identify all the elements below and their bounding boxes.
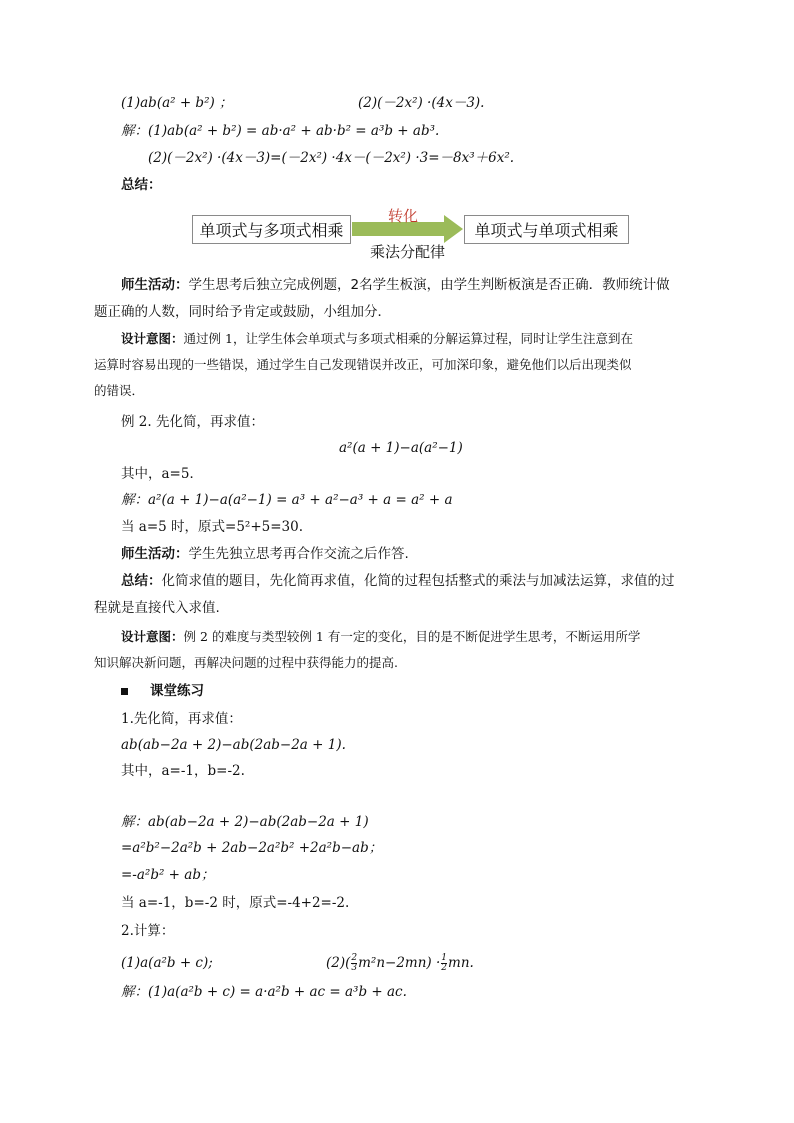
activity2-text: 学生先独立思考再合作交流之后作答.: [188, 546, 409, 562]
practice-q1-expr: ab(ab−2a + 2)−ab(2ab−2a + 1).: [121, 737, 346, 753]
diagram-arrow-bottom-label: 乘法分配律: [370, 243, 446, 261]
practice-q1-sol3: =-a²b² + ab；: [121, 867, 215, 883]
ex1-problem-2: (2)(－2x²) ·(4x－3).: [358, 95, 485, 111]
ex2-evaluate: 当 a=5 时，原式=5²+5=30.: [121, 519, 304, 535]
fraction-two-thirds: [351, 954, 357, 973]
diagram-right-box: 单项式与单项式相乘: [464, 215, 629, 244]
practice-heading-row: [121, 681, 204, 701]
diagram-left-box: 单项式与多项式相乘: [192, 215, 351, 244]
design2-line1: [121, 627, 640, 647]
design1-text1: 通过例 1，让学生体会单项式与多项式相乘的分解运算过程，同时让学生注意到在: [183, 331, 633, 346]
design2-label: 设计意图：: [121, 629, 184, 644]
practice-q2-p1: (1)a(a²b + c);: [121, 955, 213, 971]
design2-line2: 知识解决新问题，再解决问题的过程中获得能力的提高.: [94, 655, 398, 670]
activity2: [121, 544, 409, 564]
activity1-line1: [121, 275, 670, 295]
frac2-num: 1: [441, 953, 448, 963]
practice-q1-sol4: 当 a=-1，b=-2 时，原式=-4+2=-2.: [121, 895, 350, 911]
ex2-title: 例 2. 先化简，再求值：: [121, 414, 264, 430]
practice-q2-p2: [326, 953, 474, 973]
q2p2-pre: (2)(: [326, 955, 351, 971]
design2-text1: 例 2 的难度与类型较例 1 有一定的变化，目的是不断促进学生思考，不断运用所学: [183, 629, 641, 644]
q2p2-post: mn.: [448, 955, 474, 971]
square-bullet-icon: [121, 688, 128, 695]
practice-heading: 课堂练习: [150, 683, 204, 699]
ex1-solution-2: (2)(－2x²) ·(4x－3)=(－2x²) ·4x－(－2x²) ·3=－8x³＋6x².: [148, 150, 515, 166]
practice-q1-sol2: =a²b²−2a²b + 2ab−2a²b² +2a²b−ab；: [121, 840, 383, 856]
q2p2-mid: m²n−2mn) ·: [358, 955, 441, 971]
summary2-line1: [121, 571, 675, 591]
ex1-problem-1: (1)ab(a² + b²) ；: [121, 95, 233, 111]
summary2-label: 总结：: [121, 573, 162, 589]
practice-q1-title: 1.先化简，再求值：: [121, 711, 242, 727]
design1-label: 设计意图：: [121, 331, 184, 346]
design1-line2: 运算时容易出现的一些错误，通过学生自己发现错误并改正，可加深印象，避免他们以后出现类似: [94, 357, 632, 372]
practice-q2-solution: 解：(1)a(a²b + c) = a·a²b + ac = a³b + ac.: [121, 984, 407, 1000]
diagram-arrow-top-label: 转化: [388, 207, 419, 225]
frac1-den: 3: [351, 963, 358, 973]
activity2-label: 师生活动：: [121, 546, 189, 562]
practice-q1-sol1: 解：ab(ab−2a + 2)−ab(2ab−2a + 1): [121, 814, 369, 830]
activity1-label: 师生活动：: [121, 277, 189, 293]
summary-label: 总结：: [121, 177, 162, 193]
design1-line3: 的错误．: [94, 383, 145, 398]
ex2-condition: 其中，a=5．: [121, 466, 203, 482]
summary2-line2: 程就是直接代入求值.: [94, 600, 220, 616]
fraction-one-half: [441, 954, 447, 973]
activity1-line2: 题正确的人数，同时给予肯定或鼓励，小组加分．: [94, 304, 391, 320]
design1-line1: [121, 329, 633, 349]
ex2-solution: 解：a²(a + 1)−a(a²−1) = a³ + a²−a³ + a = a² + a: [121, 492, 453, 508]
ex2-expression: a²(a + 1)−a(a²−1): [339, 440, 463, 456]
frac2-den: 2: [441, 963, 448, 973]
practice-q2-title: 2.计算：: [121, 923, 175, 939]
ex1-solution-1: 解：(1)ab(a² + b²) = ab·a² + ab·b² = a³b + ab³.: [121, 123, 440, 139]
practice-q1-cond: 其中，a=-1，b=-2.: [121, 763, 245, 779]
activity1-text1: 学生思考后独立完成例题，2名学生板演，由学生判断板演是否正确．教师统计做: [188, 277, 670, 293]
frac1-num: 2: [351, 953, 358, 963]
summary2-text1: 化简求值的题目，先化简再求值，化简的过程包括整式的乘法与加减法运算，求值的过: [161, 573, 675, 589]
